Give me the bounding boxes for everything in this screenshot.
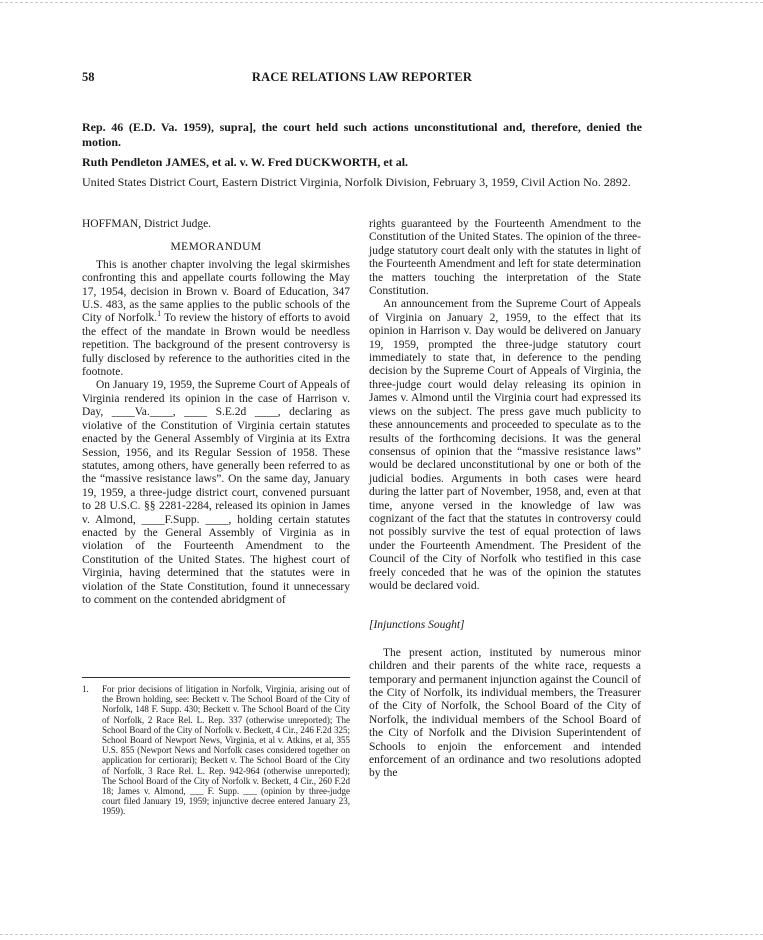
paragraph: On January 19, 1959, the Supreme Court of Appeals of Virginia rendered its opinion in the case of Harrison v. Day, ____Va.____, ____ S.E.2d ____, declaring as violative of the Constitution of Virginia certain statutes enacted by the General Assembly of Virginia at its Extra Session, 1956, and its Regular Session of 1958. These statutes, among others, have generally been referred to as the “massive resistance laws”. On the same day, January 19, 1959, a three-judge district court, convened pursuant to 28 U.S.C. §§ 2281-2284, released its opinion in James v. Almond, ____F.Supp. ____, holding certain statutes enacted by the General Assembly of Virginia as in violation of the Fourteenth Amendment to the Constitution of the United States. The highest court of Virginia, having determined that the statutes were in violation of the State Constitution, found it unnecessary to comment on the contended abridgment of <box>82 379 350 606</box>
page-edge-top <box>0 2 763 3</box>
court-info: United States District Court, Eastern District Virginia, Norfolk Division, February 3, 1959, Civil Action No. 2892. <box>82 175 631 189</box>
right-column <box>369 218 641 781</box>
paragraph: rights guaranteed by the Fourteenth Amendment to the Constitution of the United States. The opinion of the three-judge statutory court dealt only with the statutes in light of the Fourteenth Amendment and left for state determination the matters touching the interpretation of the State Constitution. <box>369 218 641 298</box>
footnote-reference[interactable]: 1 <box>157 309 162 319</box>
judge-name: HOFFMAN, District Judge. <box>82 218 212 230</box>
paragraph-text: This is another chapter involving the legal skirmishes confronting this and appellate courts following the May 17, 1954, decision in Brown v. Board of Education, 347 U.S. 483, as the same applies to the public schools of the City of Norfolk. <box>82 258 350 325</box>
section-heading: [Injunctions Sought] <box>369 619 465 632</box>
page-edge-bottom <box>0 934 763 935</box>
intro-text: Rep. 46 (E.D. Va. 1959), supra], the court held such actions unconstitutional and, therefore, denied the motion. <box>82 120 642 149</box>
footnote-divider <box>82 677 350 678</box>
footnote-text: For prior decisions of litigation in Norfolk, Virginia, arising out of the Brown holding, see: Beckett v. The School Board of the City of Norfolk, 148 F. Supp. 430; Beckett v. The School Board of the City of Norfolk, 2 Race Rel. L. Rep. 337 (otherwise unreported); The School Board of the City of Norfolk v. Beckett, 4 Cir., 246 F.2d 325; School Board of Newport News, Virginia, et al v. Atkins, et al, 355 U.S. 855 (Newport News and Norfolk cases considered together on application for certiorari); Beckett v. The School Board of the City of Norfolk, 3 Race Rel. L. Rep. 942-964 (otherwise unreported); The School Board of the City of Norfolk v. Beckett, 4 Cir., 260 F.2d 18; James v. Almond, ___ F. Supp. ___ (opinion by three-judge court filed January 19, 1959; injunctive decree entered January 23, 1959). <box>102 684 350 817</box>
paragraph: An announcement from the Supreme Court of Appeals of Virginia on January 2, 1959, to the effect that its opinion in Harrison v. Day would be delivered on January 19, 1959, prompted the three-judge statutory court immediately to state that, in deference to the pending decision by the Supreme Court of Appeals of Virginia, the three-judge court would delay releasing its opinion in James v. Almond until the Virginia court had expressed its views on the subject. The press gave much publicity to these announcements and proceeded to speculate as to the results of the forthcoming decisions. It was the general consensus of opinion that the “massive resistance laws” would be declared unconstitutional by one or both of the judicial bodies. Arguments in both cases were heard during the latter part of November, 1958, and, even at that time, anyone versed in the knowledge of law was cognizant of the fact that the statutes in controversy could not possibly survive the test of equal protection of laws under the Fourteenth Amendment. The President of the Council of the City of Norfolk who testified in this case freely conceded that he was of the opinion the statutes would be declared void. <box>369 298 641 592</box>
case-title: Ruth Pendleton JAMES, et al. v. W. Fred DUCKWORTH, et al. <box>82 155 409 169</box>
footnote-number: 1. <box>82 684 89 694</box>
footnote <box>82 684 350 817</box>
left-column <box>82 218 350 607</box>
paragraph <box>82 259 350 380</box>
memorandum-heading: MEMORANDUM <box>170 241 262 254</box>
paragraph-text: To review the history of efforts to avoid the effect of the mandate in Brown would be needless repetition. The background of the present controversy is fully disclosed by reference to the authorities cited in the footnote. <box>82 312 350 379</box>
page-number: 58 <box>82 70 95 84</box>
paragraph: The present action, instituted by numerous minor children and their parents of the white race, requests a temporary and permanent injunction against the Council of the City of Norfolk, its individual members, the Treasurer of the City of Norfolk, the School Board of the City of Norfolk, the individual members of the School Board of the City of Norfolk and the Division Superintendent of Schools to enjoin the enforcement and intended enforcement of an ordinance and two resolutions adopted by the <box>369 646 641 780</box>
running-title: RACE RELATIONS LAW REPORTER <box>251 70 473 84</box>
